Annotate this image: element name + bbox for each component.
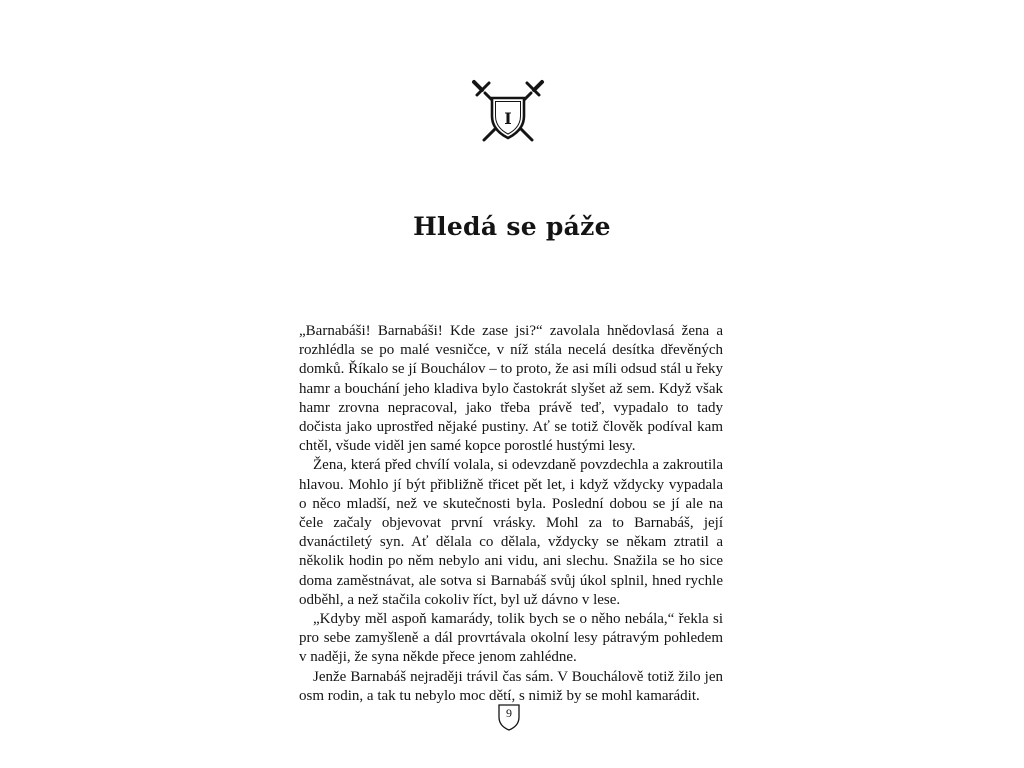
paragraph: Žena, která před chvílí volala, si odevzdaně povzdechla a zakroutila hlavou. Mohlo jí být přibližně třicet pět let, i když vždycky vypadala o něco mladší, než ve skutečnosti byla. Poslední dobou se jí ale na čele začaly objevovat první vrásky. Mohl za to Barnabáš, její dvanáctiletý syn. Ať dělala co dělala, vždycky se někam ztratil a několik hodin po něm nebylo ani vidu, ani slechu. Snažila se ho sice doma zaměstnávat, ale sotva si Barnabáš svůj úkol splnil, hned rychle odběhl, a než stačila cokoliv říct, byl už dávno v lese.: [299, 457, 723, 608]
paragraph: Jenže Barnabáš nejraději trávil čas sám. V Bouchálově totiž žilo jen osm rodin, a tak tu nebylo moc dětí, s nimiž by se mohl kamarádit.: [299, 668, 723, 704]
body-text: [299, 322, 723, 706]
paragraph: „Barnabáši! Barnabáši! Kde zase jsi?“ zavolala hnědovlasá žena a rozhlédla se po malé vesničce, v níž stála necelá desítka dřevěných domků. Říkalo se jí Bouchálov – to proto, že asi míli odsud stál u řeky hamr a bouchání jeho kladiva bylo častokrát slyšet až sem. Když však hamr zrovna nepracoval, jako třeba právě teď, vypadalo to tady dočista jako uprostřed nějaké pustiny. Ať se totiž člověk podíval kam chtěl, všude viděl jen samé kopce porostlé hustými lesy.: [299, 323, 723, 455]
chapter-numeral: I: [504, 109, 512, 128]
chapter-title: Hledá se páže: [413, 212, 611, 241]
page-number: 9: [506, 706, 512, 720]
paragraph: „Kdyby měl aspoň kamarády, tolik bych se o něho nebála,“ řekla si pro sebe zamyšleně a dál provrtávala okolní lesy pátravým pohledem v naději, že syna někde přece jenom zahlédne.: [299, 611, 723, 666]
shield-crossed-swords-icon: [466, 74, 550, 148]
